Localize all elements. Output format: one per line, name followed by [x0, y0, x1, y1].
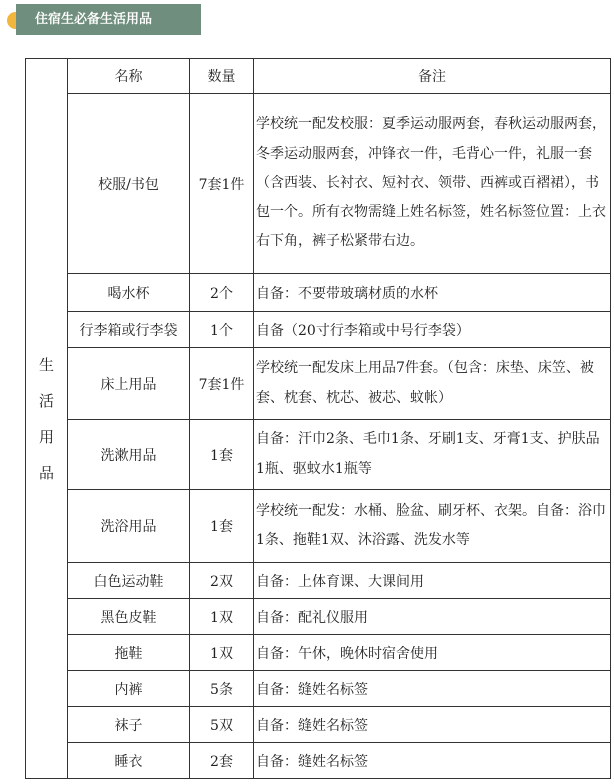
item-name: 黑色皮鞋 [68, 599, 190, 635]
item-note: 自备：配礼仪服用 [254, 599, 611, 635]
item-note: 学校统一配发校服：夏季运动服两套，春秋运动服两套，冬季运动服两套，冲锋衣一件，毛背心一件，礼服一套（含西装、长衬衣、短衬衣、领带、西裤或百褶裙），书包一个。所有衣物需缝上姓名标签，姓名标签位置：上衣右下角，裤子松紧带右边。 [254, 94, 611, 274]
item-note: 自备：缝姓名标签 [254, 671, 611, 707]
table-row [26, 274, 611, 312]
item-note: 自备：缝姓名标签 [254, 707, 611, 743]
table-row [26, 420, 611, 490]
item-quantity: 2套 [190, 743, 254, 779]
table-header-row [26, 59, 611, 94]
item-name: 内裤 [68, 671, 190, 707]
table-row [26, 599, 611, 635]
item-name: 校服/书包 [68, 94, 190, 274]
category-char: 品 [38, 463, 54, 482]
table-row [26, 707, 611, 743]
table-row [26, 490, 611, 563]
item-quantity: 7套1件 [190, 94, 254, 274]
category-char: 用 [38, 427, 54, 446]
item-name: 喝水杯 [68, 274, 190, 312]
header-quantity: 数量 [190, 59, 254, 94]
item-quantity: 5条 [190, 671, 254, 707]
item-name: 洗漱用品 [68, 420, 190, 490]
item-note: 自备：汗巾2条、毛巾1条、牙刷1支、牙膏1支、护肤品1瓶、驱蚊水1瓶等 [254, 420, 611, 490]
item-note: 自备（20寸行李箱或中号行李袋） [254, 312, 611, 348]
table-row [26, 563, 611, 599]
table-row [26, 671, 611, 707]
item-quantity: 1双 [190, 635, 254, 671]
supplies-table [25, 58, 611, 779]
category-char: 生 [38, 355, 54, 374]
item-quantity: 7套1件 [190, 348, 254, 420]
header-name: 名称 [68, 59, 190, 94]
category-cell [26, 59, 68, 779]
item-note: 学校统一配发床上用品7件套。（包含：床垫、床笠、被套、枕套、枕芯、被芯、蚊帐） [254, 348, 611, 420]
item-quantity: 1个 [190, 312, 254, 348]
header-note: 备注 [254, 59, 611, 94]
section-title: 住宿生必备生活用品 [35, 12, 153, 27]
item-name: 白色运动鞋 [68, 563, 190, 599]
item-name: 行李箱或行李袋 [68, 312, 190, 348]
item-quantity: 5双 [190, 707, 254, 743]
table-row [26, 635, 611, 671]
item-note: 自备：不要带玻璃材质的水杯 [254, 274, 611, 312]
item-quantity: 1套 [190, 490, 254, 563]
table-row [26, 94, 611, 274]
item-name: 拖鞋 [68, 635, 190, 671]
item-name: 睡衣 [68, 743, 190, 779]
item-quantity: 1双 [190, 599, 254, 635]
table-row [26, 743, 611, 779]
item-note: 自备：缝姓名标签 [254, 743, 611, 779]
table-row [26, 312, 611, 348]
item-name: 袜子 [68, 707, 190, 743]
item-note: 自备：上体育课、大课间用 [254, 563, 611, 599]
category-char: 活 [38, 391, 54, 410]
table-row [26, 348, 611, 420]
item-quantity: 2个 [190, 274, 254, 312]
item-note: 自备：午休，晚休时宿舍使用 [254, 635, 611, 671]
item-name: 洗浴用品 [68, 490, 190, 563]
item-name: 床上用品 [68, 348, 190, 420]
item-quantity: 2双 [190, 563, 254, 599]
item-note: 学校统一配发：水桶、脸盆、刷牙杯、衣架。自备：浴巾1条、拖鞋1双、沐浴露、洗发水等 [254, 490, 611, 563]
item-quantity: 1套 [190, 420, 254, 490]
